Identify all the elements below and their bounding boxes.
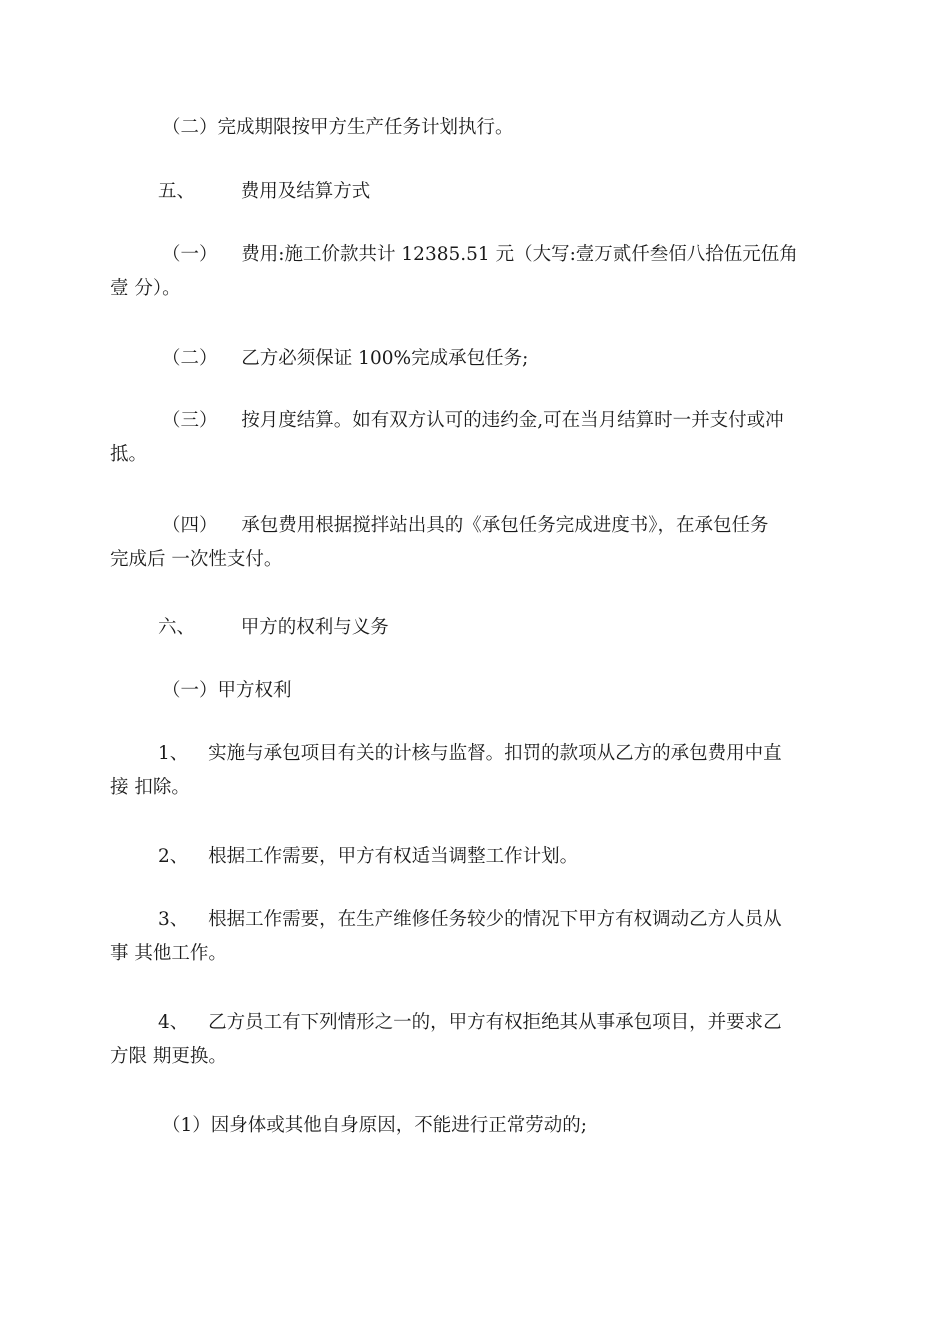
item-marker: （一） [162,244,218,265]
item-marker: （二） [162,348,218,369]
line: 根据工作需要，甲方有权适当调整工作计划。 [208,846,579,867]
line: 费用:施工价款共计 12385.51 元（大写:壹万贰仟叁佰八拾伍元伍角 [241,244,798,265]
line: 壹 分）。 [110,278,181,299]
line: 按月度结算。如有双方认可的违约金,可在当月结算时一并支付或冲 [241,410,784,431]
subsection-heading-party-a-rights [110,674,840,708]
section-title: 甲方的权利与义务 [240,617,389,638]
line: 接 扣除。 [110,777,190,798]
section-heading-six [110,611,840,645]
item-marker: 2、 [158,846,189,867]
line: 根据工作需要，在生产维修任务较少的情况下甲方有权调动乙方人员从 [208,909,782,930]
line: （二）完成期限按甲方生产任务计划执行。 [162,117,514,138]
line: （1）因身体或其他自身原因，不能进行正常劳动的; [162,1115,588,1136]
line: 承包费用根据搅拌站出具的《承包任务完成进度书》，在承包任务 [241,515,769,536]
paragraph-payment [110,509,840,577]
item-marker: 1、 [158,743,189,764]
paragraph-right-3 [110,903,840,971]
item-marker: 3、 [158,909,189,930]
line: 抵。 [110,444,148,465]
paragraph-monthly-settlement [110,404,840,472]
line: 事 其他工作。 [110,943,227,964]
line: 方限 期更换。 [110,1046,227,1067]
section-heading-five [110,175,840,209]
paragraph-fee [110,238,840,306]
paragraph-right-2 [110,840,840,874]
item-marker: （四） [162,515,218,536]
paragraph-completion-guarantee [110,342,840,376]
line: 乙方必须保证 100%完成承包任务; [241,348,529,369]
section-title: 费用及结算方式 [240,181,371,202]
paragraph-case-1 [110,1109,840,1143]
item-marker: 4、 [158,1012,189,1033]
line: 完成后 一次性支付。 [110,549,283,570]
section-number: 五、 [158,181,196,202]
line: （一）甲方权利 [162,680,292,701]
paragraph-right-4 [110,1006,840,1074]
section-number: 六、 [158,617,196,638]
line: 乙方员工有下列情形之一的，甲方有权拒绝其从事承包项目，并要求乙 [208,1012,782,1033]
item-marker: （三） [162,410,218,431]
paragraph-completion-deadline [110,111,840,145]
paragraph-right-1 [110,737,840,805]
line: 实施与承包项目有关的计核与监督。扣罚的款项从乙方的承包费用中直 [208,743,782,764]
